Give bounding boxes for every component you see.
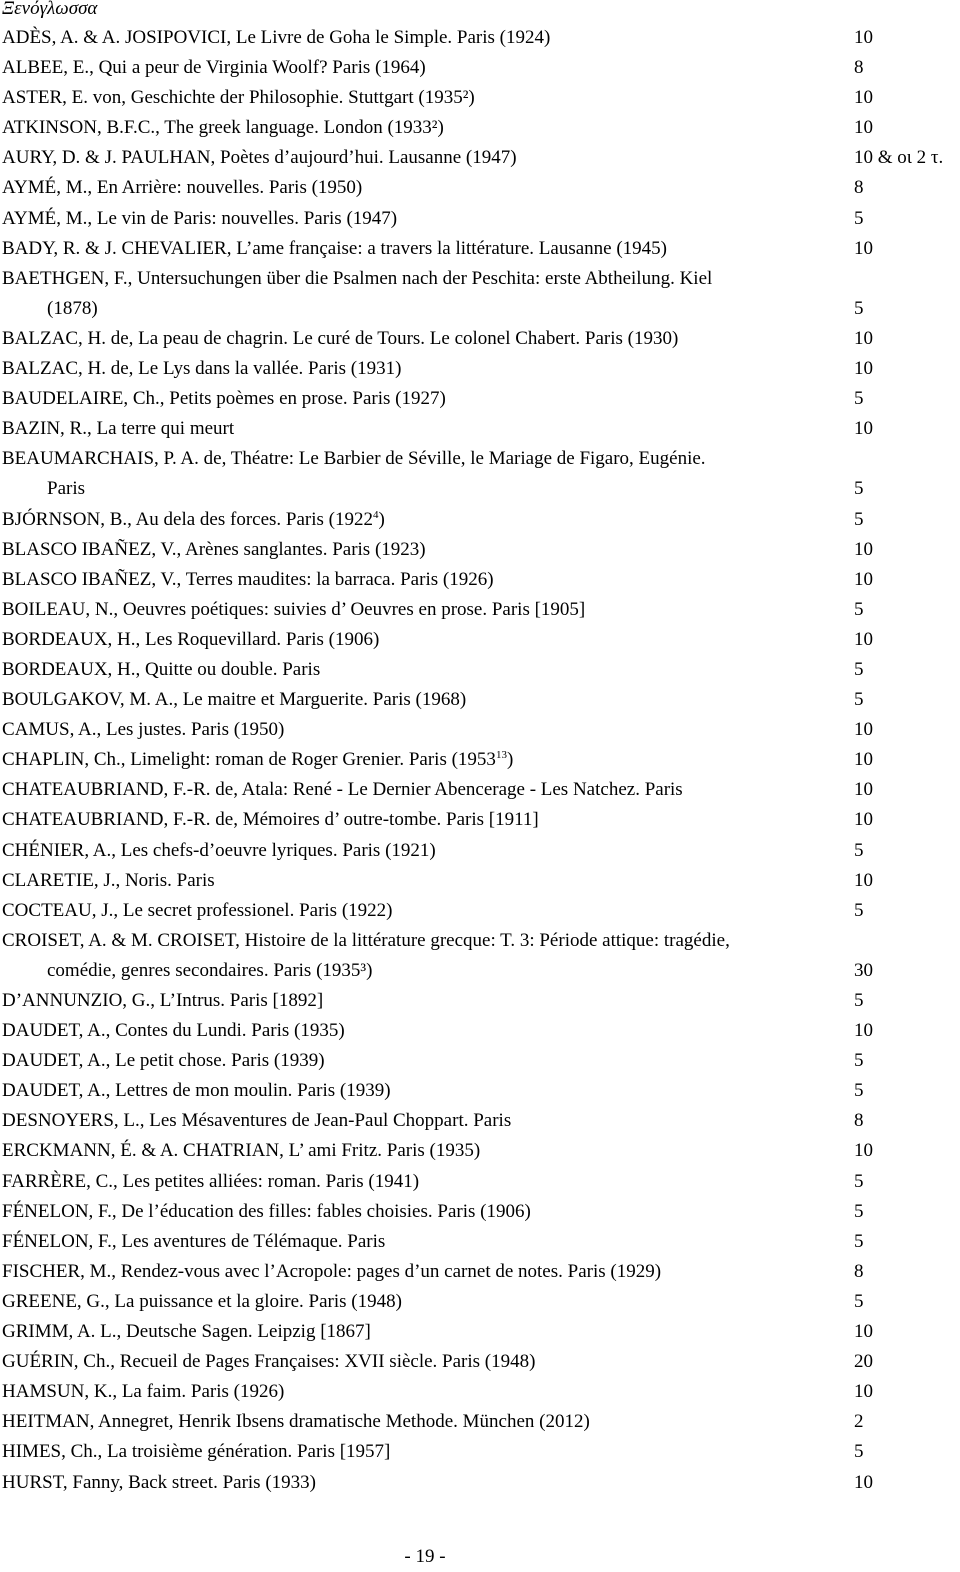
entry-price: 10	[854, 1020, 873, 1042]
entry-price: 5	[854, 1050, 864, 1072]
catalog-entry	[2, 655, 957, 685]
entry-continuation: Paris	[47, 478, 85, 500]
entry-text	[2, 83, 852, 113]
entry-title: HIMES, Ch., La troisième génération. Paris [1957]	[2, 1441, 391, 1463]
entry-title: FARRÈRE, C., Les petites alliées: roman. Paris (1941)	[2, 1170, 420, 1192]
entry-price: 5	[854, 839, 864, 861]
entry-text	[2, 264, 852, 324]
entry-title: D’ANNUNZIO, G., L’Intrus. Paris [1892]	[2, 990, 324, 1011]
entry-text	[2, 715, 852, 745]
entry-title: AYMÉ, M., Le vin de Paris: nouvelles. Paris (1947)	[2, 207, 398, 229]
entry-text	[2, 986, 852, 1016]
entry-text	[2, 1257, 852, 1287]
entry-title: BALZAC, H. de, La peau de chagrin. Le curé de Tours. Le colonel Chabert. Paris (1930)	[2, 327, 679, 349]
catalog-entry	[2, 324, 957, 354]
entry-text	[2, 414, 852, 444]
catalog-entry	[2, 896, 957, 926]
catalog-entry	[2, 1437, 957, 1467]
entry-price: 8	[854, 57, 864, 79]
entry-title: BADY, R. & J. CHEVALIER, L’ame française: a travers la littérature. Lausanne (1945)	[2, 237, 667, 259]
entry-title: BAZIN, R., La terre qui meurt	[2, 418, 235, 440]
edition-superscript: 13	[495, 749, 507, 762]
entry-price: 5	[854, 689, 864, 711]
catalog-entry	[2, 1287, 957, 1317]
entry-title: DAUDET, A., Contes du Lundi. Paris (1935)	[2, 1020, 345, 1042]
entry-price: 10	[854, 779, 873, 801]
catalog-entry	[2, 23, 957, 53]
entry-text	[2, 234, 852, 264]
entry-text	[2, 685, 852, 715]
entry-text	[2, 1287, 852, 1317]
entry-price: 10	[854, 358, 873, 380]
catalog-entry	[2, 1227, 957, 1257]
entry-text	[2, 1468, 852, 1498]
entry-title: ATKINSON, B.F.C., The greek language. London (1933²)	[2, 117, 444, 139]
entry-price: 10	[854, 87, 873, 109]
catalog-entry	[2, 1197, 957, 1227]
entry-text	[2, 384, 852, 414]
entry-text	[2, 23, 852, 53]
entry-text	[2, 745, 852, 775]
entry-text	[2, 1407, 852, 1437]
entry-text	[2, 444, 852, 504]
entry-title: HAMSUN, K., La faim. Paris (1926)	[2, 1381, 285, 1403]
catalog-entry	[2, 685, 957, 715]
catalog-entry	[2, 1167, 957, 1197]
entry-text	[2, 1227, 852, 1257]
entry-continuation: (1878)	[47, 297, 98, 319]
entry-text	[2, 1167, 852, 1197]
entry-title: FÉNELON, F., De l’éducation des filles: fables choisies. Paris (1906)	[2, 1200, 531, 1222]
entry-title: GUÉRIN, Ch., Recueil de Pages Françaises: XVII siècle. Paris (1948)	[2, 1351, 536, 1373]
entry-title: BOULGAKOV, M. A., Le maitre et Marguerite. Paris (1968)	[2, 689, 467, 711]
entry-text	[2, 1076, 852, 1106]
entry-text	[2, 1197, 852, 1227]
catalog-entry	[2, 1257, 957, 1287]
catalog-entry	[2, 625, 957, 655]
entry-price: 5	[854, 508, 864, 530]
entry-text	[2, 625, 852, 655]
edition-superscript: 4	[373, 508, 379, 521]
entry-price: 5	[854, 1441, 864, 1463]
entry-text	[2, 1377, 852, 1407]
entry-title: CAMUS, A., Les justes. Paris (1950)	[2, 719, 285, 741]
entry-title: BJÓRNSON, B., Au dela des forces. Paris (1922	[2, 508, 374, 530]
entry-text	[2, 1317, 852, 1347]
entry-price: 5	[854, 598, 864, 620]
entry-price: 10	[854, 418, 873, 440]
catalog-entry	[2, 986, 957, 1016]
entry-price: 10 & οι 2 τ.	[854, 147, 944, 169]
catalog-entry	[2, 505, 957, 535]
entry-text	[2, 535, 852, 565]
catalog-entry	[2, 1046, 957, 1076]
entry-price: 5	[854, 388, 864, 410]
catalog-entry	[2, 83, 957, 113]
entry-title: COCTEAU, J., Le secret professionel. Paris (1922)	[2, 899, 393, 921]
entry-price: 10	[854, 1471, 873, 1493]
catalog-entry	[2, 1407, 957, 1437]
catalog-entry	[2, 1076, 957, 1106]
entry-title: BLASCO IBAÑEZ, V., Terres maudites: la barraca. Paris (1926)	[2, 568, 494, 590]
entry-title: DESNOYERS, L., Les Mésaventures de Jean-Paul Choppart. Paris	[2, 1110, 512, 1132]
catalog-entry	[2, 1347, 957, 1377]
catalog-entry	[2, 715, 957, 745]
entry-price: 10	[854, 538, 873, 560]
entry-title: ADÈS, A. & A. JOSIPOVICI, Le Livre de Goha le Simple. Paris (1924)	[2, 27, 551, 48]
entry-text	[2, 1437, 852, 1467]
entry-title: FISCHER, M., Rendez-vous avec l’Acropole: pages d’un carnet de notes. Paris (1929)	[2, 1260, 662, 1282]
entry-title-suffix: )	[378, 508, 385, 530]
catalog-entry	[2, 384, 957, 414]
catalog-entry	[2, 1106, 957, 1136]
entry-price: 10	[854, 237, 873, 259]
entry-text	[2, 836, 852, 866]
entry-text	[2, 595, 852, 625]
entry-text	[2, 324, 852, 354]
catalog-list	[2, 23, 957, 1498]
catalog-entry	[2, 143, 957, 173]
catalog-entry	[2, 354, 957, 384]
entry-price: 10	[854, 327, 873, 349]
catalog-entry	[2, 775, 957, 805]
entry-price: 5	[854, 658, 864, 680]
catalog-entry	[2, 595, 957, 625]
catalog-entry	[2, 836, 957, 866]
catalog-entry	[2, 535, 957, 565]
entry-text	[2, 143, 852, 173]
entry-price: 5	[854, 990, 864, 1011]
catalog-entry	[2, 173, 957, 203]
entry-title: GRIMM, A. L., Deutsche Sagen. Leipzig [1867]	[2, 1321, 371, 1343]
catalog-entry	[2, 1317, 957, 1347]
entry-price: 5	[854, 1290, 864, 1312]
entry-text	[2, 1016, 852, 1046]
catalog-entry	[2, 414, 957, 444]
catalog-entry	[2, 234, 957, 264]
entry-text	[2, 113, 852, 143]
entry-text	[2, 866, 852, 896]
page-number: - 19 -	[404, 1546, 446, 1567]
entry-title: DAUDET, A., Le petit chose. Paris (1939)	[2, 1050, 325, 1072]
catalog-entry	[2, 805, 957, 835]
catalog-entry	[2, 444, 957, 504]
entry-price: 10	[854, 27, 873, 48]
entry-title: BLASCO IBAÑEZ, V., Arènes sanglantes. Paris (1923)	[2, 538, 426, 560]
entry-text	[2, 53, 852, 83]
entry-price: 8	[854, 1110, 864, 1132]
entry-price: 8	[854, 177, 864, 199]
entry-text	[2, 505, 852, 535]
entry-title: CHATEAUBRIAND, F.-R. de, Mémoires d’ outre-tombe. Paris [1911]	[2, 809, 539, 831]
entry-price: 10	[854, 628, 873, 650]
entry-price: 5	[854, 899, 864, 921]
catalog-entry	[2, 565, 957, 595]
entry-price: 8	[854, 1260, 864, 1282]
catalog-entry	[2, 204, 957, 234]
entry-text	[2, 1136, 852, 1166]
entry-text	[2, 896, 852, 926]
entry-price: 10	[854, 749, 873, 771]
section-title: Ξενόγλωσσα	[2, 0, 98, 19]
entry-title: CROISET, A. & M. CROISET, Histoire de la littérature grecque: T. 3: Période attique: tragédie,	[2, 929, 730, 951]
entry-continuation: comédie, genres secondaires. Paris (1935³)	[47, 959, 373, 981]
entry-title: CHAPLIN, Ch., Limelight: roman de Roger Grenier. Paris (1953	[2, 749, 496, 771]
entry-price: 20	[854, 1351, 873, 1373]
entry-price: 5	[854, 478, 864, 500]
entry-title: FÉNELON, F., Les aventures de Télémaque. Paris	[2, 1230, 386, 1252]
catalog-entry	[2, 926, 957, 986]
entry-title: ALBEE, E., Qui a peur de Virginia Woolf? Paris (1964)	[2, 57, 426, 79]
entry-price: 30	[854, 959, 873, 981]
entry-title-suffix: )	[506, 749, 514, 771]
entry-text	[2, 204, 852, 234]
entry-text	[2, 1106, 852, 1136]
entry-text	[2, 565, 852, 595]
entry-title: BAETHGEN, F., Untersuchungen über die Psalmen nach der Peschita: erste Abtheilung. Kiel	[2, 267, 713, 289]
entry-text	[2, 1347, 852, 1377]
catalog-entry	[2, 866, 957, 896]
entry-price: 10	[854, 117, 873, 139]
catalog-entry	[2, 745, 957, 775]
catalog-entry	[2, 1016, 957, 1046]
entry-title: AYMÉ, M., En Arrière: nouvelles. Paris (1950)	[2, 177, 363, 199]
entry-title: BORDEAUX, H., Les Roquevillard. Paris (1906)	[2, 628, 380, 650]
entry-price: 10	[854, 719, 873, 741]
entry-title: ERCKMANN, É. & A. CHATRIAN, L’ ami Fritz. Paris (1935)	[2, 1140, 481, 1162]
entry-price: 5	[854, 207, 864, 229]
catalog-entry	[2, 53, 957, 83]
entry-price: 5	[854, 297, 864, 319]
entry-price: 5	[854, 1170, 864, 1192]
entry-price: 10	[854, 1321, 873, 1343]
entry-title: GREENE, G., La puissance et la gloire. Paris (1948)	[2, 1290, 402, 1312]
entry-title: BAUDELAIRE, Ch., Petits poèmes en prose. Paris (1927)	[2, 388, 446, 410]
catalog-entry	[2, 264, 957, 324]
entry-title: ASTER, E. von, Geschichte der Philosophie. Stuttgart (1935²)	[2, 87, 475, 109]
entry-price: 2	[854, 1411, 864, 1433]
entry-price: 5	[854, 1080, 864, 1102]
entry-text	[2, 173, 852, 203]
catalog-entry	[2, 113, 957, 143]
entry-title: BEAUMARCHAIS, P. A. de, Théatre: Le Barbier de Séville, le Mariage de Figaro, Eugénie.	[2, 448, 706, 470]
entry-price: 10	[854, 1140, 873, 1162]
entry-text	[2, 775, 852, 805]
entry-title: CLARETIE, J., Noris. Paris	[2, 869, 215, 891]
entry-price: 5	[854, 1200, 864, 1222]
entry-price: 10	[854, 869, 873, 891]
entry-text	[2, 805, 852, 835]
catalog-entry	[2, 1377, 957, 1407]
entry-price: 10	[854, 1381, 873, 1403]
entry-title: CHÉNIER, A., Les chefs-d’oeuvre lyriques. Paris (1921)	[2, 839, 436, 861]
entry-title: HURST, Fanny, Back street. Paris (1933)	[2, 1471, 316, 1493]
catalog-entry	[2, 1468, 957, 1498]
entry-title: BOILEAU, N., Oeuvres poétiques: suivies d’ Oeuvres en prose. Paris [1905]	[2, 598, 586, 620]
entry-text	[2, 1046, 852, 1076]
entry-title: DAUDET, A., Lettres de mon moulin. Paris (1939)	[2, 1080, 391, 1102]
entry-text	[2, 354, 852, 384]
entry-text	[2, 926, 852, 986]
entry-price: 5	[854, 1230, 864, 1252]
entry-title: HEITMAN, Annegret, Henrik Ibsens dramatische Methode. München (2012)	[2, 1411, 590, 1433]
entry-text	[2, 655, 852, 685]
entry-price: 10	[854, 809, 873, 831]
entry-title: CHATEAUBRIAND, F.-R. de, Atala: René - Le Dernier Abencerage - Les Natchez. Paris	[2, 779, 683, 801]
entry-title: BALZAC, H. de, Le Lys dans la vallée. Paris (1931)	[2, 358, 402, 380]
entry-price: 10	[854, 568, 873, 590]
entry-title: AURY, D. & J. PAULHAN, Poètes d’aujourd’hui. Lausanne (1947)	[2, 147, 517, 169]
entry-title: BORDEAUX, H., Quitte ou double. Paris	[2, 658, 321, 680]
catalog-entry	[2, 1136, 957, 1166]
